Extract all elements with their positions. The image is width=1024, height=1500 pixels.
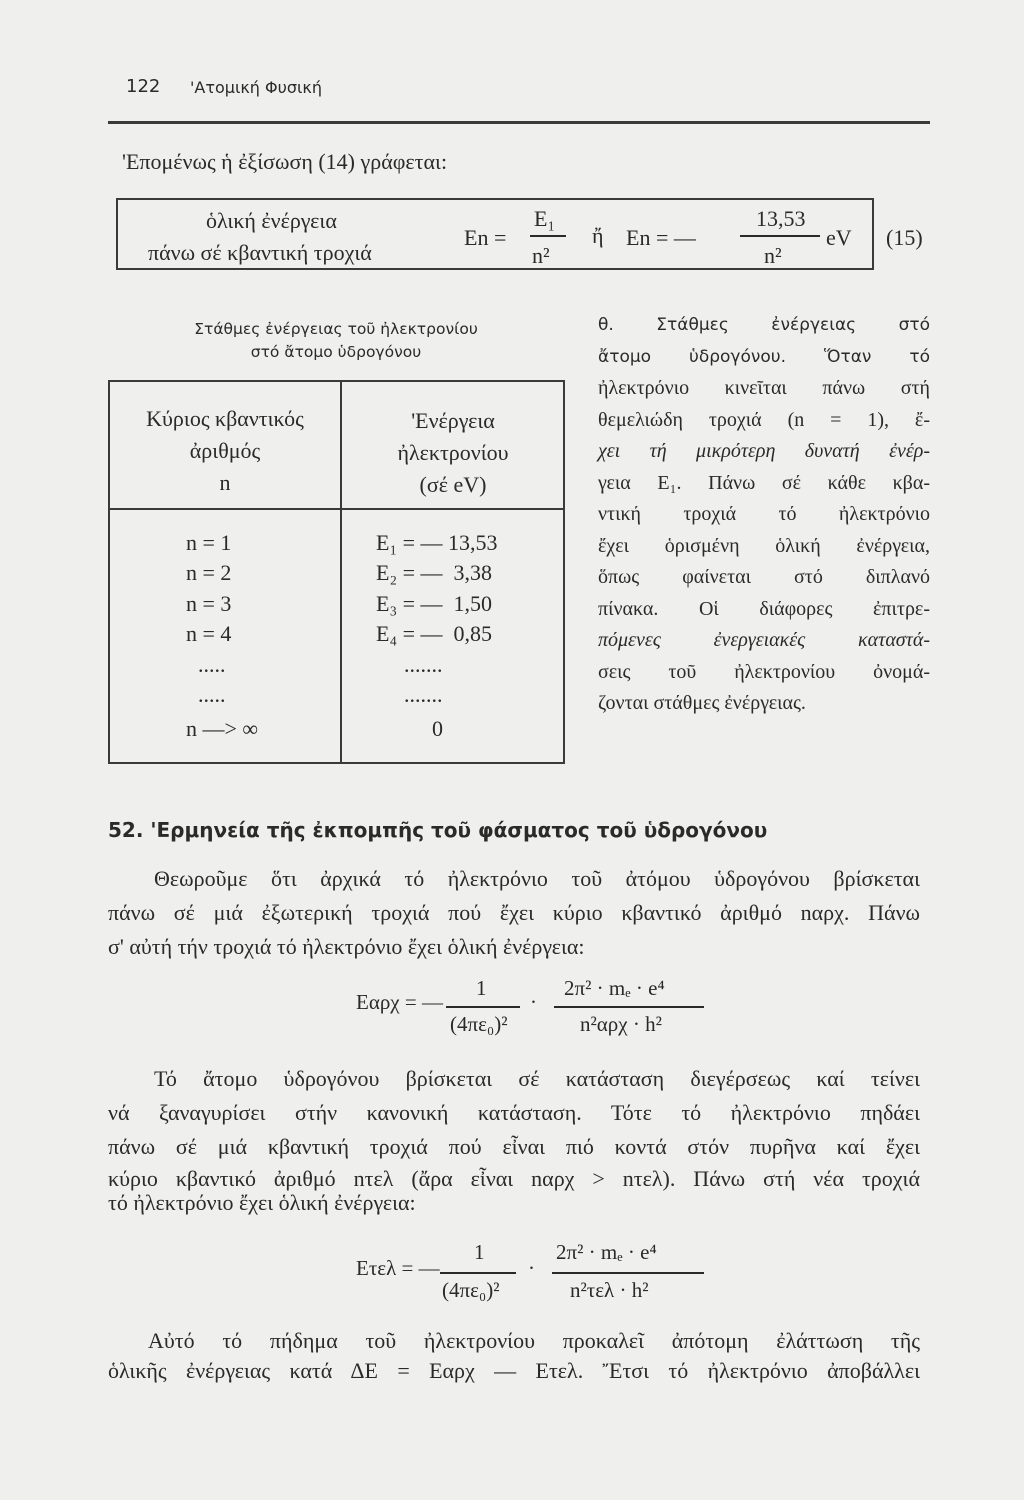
intro-line: 'Επομένως ἡ ἐξίσωση (14) γράφεται:: [122, 149, 448, 174]
eq-etel-f2-num: 2π² · mₑ · e⁴: [556, 1240, 657, 1264]
side-text: [598, 310, 930, 720]
table-caption-line2: στό ἄτομο ὑδρογόνου: [250, 343, 422, 361]
side-line: ἔχει ὁρισμένη ὁλική ἐνέργεια,: [598, 534, 930, 557]
para2-line: Τό ἄτομο ὑδρογόνου βρίσκεται σέ κατάσταση διεγέρσεως καί τείνει: [154, 1066, 920, 1091]
eq-etel-lhs: Eτελ = —: [356, 1256, 440, 1280]
para2-line: κύριο κβαντικό ἀριθμό nτελ (ἄρα εἶναι nαρχ > nτελ). Πάνω στή νέα τροχιά: [108, 1166, 920, 1191]
eq15-or: ἤ: [592, 223, 604, 248]
para3-line: ὁλικῆς ἐνέργειας κατά ΔE = Eαρχ — Eτελ. Ἔτσι τό ἠλεκτρόνιο ἀποβάλλει: [108, 1358, 920, 1383]
side-line: πόμενες ἐνεργειακές καταστά-: [598, 629, 930, 651]
side-line: ντική τροχιά τό ἠλεκτρόνιο: [598, 503, 930, 525]
eq15-lhs: En =: [464, 225, 507, 250]
eq-etel-dot: ·: [528, 1256, 535, 1280]
table-cell-e: .......: [404, 682, 443, 707]
para1-line: Θεωροῦμε ὅτι ἀρχικά τό ἠλεκτρόνιο τοῦ ἀτόμου ὑδρογόνου βρίσκεται: [154, 866, 920, 891]
col2-header-line3: (σέ eV): [419, 472, 487, 497]
running-title: 'Ατομική Φυσική: [190, 78, 322, 97]
eq-earch-f2-den: n²αρχ · h²: [580, 1012, 662, 1036]
para1-line: πάνω σέ μιά ἐξωτερική τροχιά πού ἔχει κύριο κβαντικό ἀριθμό nαρχ. Πάνω: [108, 900, 920, 925]
side-line: γεια E₁. Πάνω σέ κάθε κβα-: [598, 471, 930, 494]
col1-header-line2: ἀριθμός: [189, 438, 261, 463]
eq15-label-line1: ὁλική ἐνέργεια: [206, 208, 337, 233]
eq-earch-f1-den: (4πε₀)²: [450, 1012, 508, 1036]
side-line: ἠλεκτρόνιο κινεῖται πάνω στή: [598, 377, 930, 399]
eq15-unit: eV: [826, 225, 852, 250]
table-caption-line1: Στάθμες ἐνέργειας τοῦ ἠλεκτρονίου: [194, 320, 478, 338]
side-line: ζονται στάθμες ἐνέργειας.: [598, 692, 806, 714]
side-line: θεμελιώδη τροχιά (n = 1), ἔ-: [598, 408, 930, 431]
para2-line: πάνω σέ μιά κβαντική τροχιά πού εἶναι πιό κοντά στόν πυρῆνα καί ἔχει: [108, 1134, 920, 1159]
eq-etel-f1-den: (4πε₀)²: [442, 1278, 500, 1302]
eq15-frac1-num: E₁: [534, 206, 556, 231]
eq15-frac1-bar: [530, 235, 566, 237]
eq-earch-dot: ·: [530, 990, 537, 1014]
table-cell-n: n = 2: [186, 560, 232, 585]
table-cell-n: .....: [198, 652, 226, 677]
eq15-frac2-den: n²: [764, 243, 782, 268]
table-cell-n: .....: [198, 682, 226, 707]
eq15-rhs-prefix: En = —: [626, 225, 696, 250]
side-line: ὅπως φαίνεται στό διπλανό: [598, 566, 930, 588]
table-cell-n: n —> ∞: [186, 716, 259, 741]
eq15-frac2-num: 13,53: [756, 206, 806, 231]
section-52-heading: 52. 'Ερμηνεία τῆς ἐκπομπῆς τοῦ φάσματος τοῦ ὑδρογόνου: [108, 818, 768, 842]
side-line: πίνακα. Οἱ διάφορες ἐπιτρε-: [598, 597, 930, 620]
col1-header-line1: Κύριος κβαντικός: [146, 406, 304, 431]
eq15-label-line2: πάνω σέ κβαντική τροχιά: [148, 240, 372, 265]
side-line: χει τή μικρότερη δυνατή ἐνέρ-: [598, 440, 930, 462]
side-line: σεις τοῦ ἠλεκτρονίου ὀνομά-: [598, 660, 930, 683]
para1-line: σ' αὐτή τήν τροχιά τό ἠλεκτρόνιο ἔχει ὁλική ἐνέργεια:: [108, 934, 585, 959]
para2-line: τό ἠλεκτρόνιο ἔχει ὁλική ἐνέργεια:: [108, 1190, 416, 1215]
table-cell-n: n = 1: [186, 530, 232, 555]
table-cell-e: E₄ = — 0,85: [376, 621, 493, 646]
eq-earch-lhs: Eαρχ = —: [356, 990, 443, 1014]
table-cell-e: E₁ = — 13,53: [376, 530, 498, 555]
side-line: ἄτομο ὑδρογόνου. Ὅταν τό: [598, 346, 930, 367]
eq15-frac1-den: n²: [532, 243, 550, 268]
table-cell-e: .......: [404, 652, 443, 677]
eq-etel-f1-num: 1: [474, 1240, 485, 1264]
table-cell-e: E₃ = — 1,50: [376, 591, 493, 616]
table-cell-n: n = 3: [186, 591, 232, 616]
para3-line: Αὐτό τό πήδημα τοῦ ἠλεκτρονίου προκαλεῖ ἀπότομη ἐλάττωση τῆς: [148, 1328, 920, 1353]
table-cell-e: E₂ = — 3,38: [376, 560, 493, 585]
col2-header-line1: 'Ενέργεια: [411, 408, 495, 433]
col2-header-line2: ἠλεκτρονίου: [397, 440, 509, 465]
eq-etel-f2-bar: [552, 1272, 704, 1274]
table-cell-n: n = 4: [186, 621, 232, 646]
page-number: 122: [126, 76, 161, 97]
eq-earch-f1-num: 1: [476, 976, 487, 1000]
table-cell-e: 0: [432, 716, 443, 741]
eq-earch-f2-num: 2π² · mₑ · e⁴: [564, 976, 665, 1000]
para2-line: νά ξαναγυρίσει στήν κανονική κατάσταση. Τότε τό ἠλεκτρόνιο πηδάει: [108, 1100, 920, 1125]
eq15-number: (15): [886, 225, 923, 250]
table-header-divider: [108, 508, 565, 510]
col1-header-line3: n: [219, 470, 231, 495]
table-column-divider: [340, 380, 342, 764]
eq-etel-f1-bar: [440, 1272, 516, 1274]
side-line: θ. Στάθμες ἐνέργειας στό: [598, 315, 930, 335]
eq15-frac2-bar: [740, 235, 820, 237]
eq-etel-f2-den: n²τελ · h²: [570, 1278, 649, 1302]
header-rule: [108, 121, 930, 124]
eq-earch-f1-bar: [446, 1006, 520, 1008]
eq-earch-f2-bar: [554, 1006, 704, 1008]
